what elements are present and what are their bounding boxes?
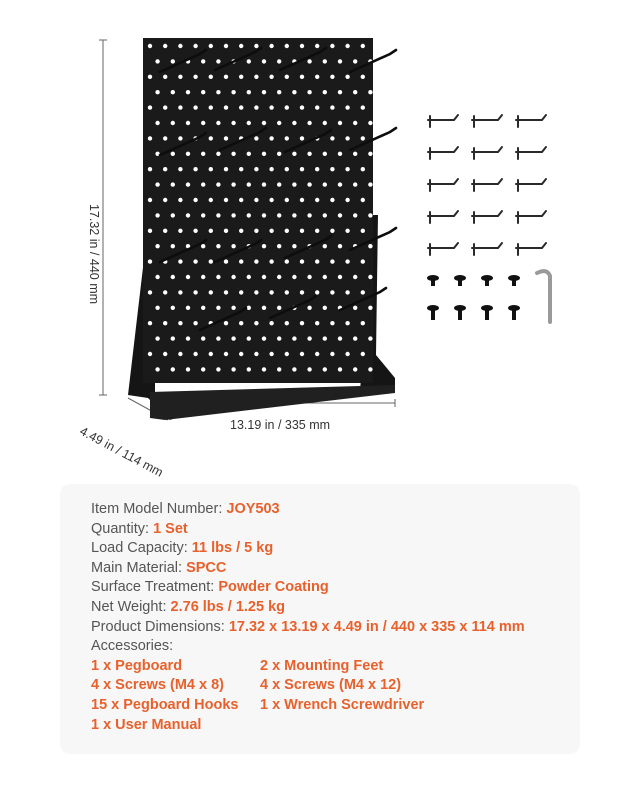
accessory-item: 1 x User Manual: [91, 716, 202, 733]
pegboard-hook-icon: [428, 211, 458, 223]
screws: [427, 275, 520, 320]
spec-value: 1 Set: [153, 520, 188, 537]
spec-row-model: [91, 500, 525, 520]
spec-row-surface-treatment: [91, 578, 525, 598]
screw-icon: [508, 305, 520, 320]
accessory-item: 1 x Pegboard: [91, 657, 183, 674]
spec-row-load-capacity: [91, 539, 525, 559]
spec-value: 17.32 x 13.19 x 4.49 in / 440 x 335 x 114 mm: [228, 618, 525, 635]
spec-label: Load Capacity:: [91, 540, 192, 557]
accessory-item: 4 x Screws (M4 x 12): [260, 677, 402, 694]
spec-label: Main Material:: [91, 559, 187, 576]
spec-value: 11 lbs / 5 kg: [191, 540, 274, 557]
spec-value: 2.76 lbs / 1.25 kg: [170, 598, 285, 615]
spec-label: Quantity:: [91, 520, 154, 537]
spec-label: Item Model Number:: [91, 501, 227, 517]
spec-label: Surface Treatment:: [91, 579, 219, 596]
spec-row-net-weight: [91, 598, 525, 618]
screw-icon: [427, 275, 439, 286]
loose-hooks: [428, 115, 546, 255]
pegboard-hook-icon: [516, 147, 546, 159]
pegboard-hook-icon: [472, 115, 502, 127]
accessory-item: 2 x Mounting Feet: [260, 657, 384, 674]
width-dimension-label: 13.19 in / 335 mm: [230, 418, 331, 432]
pegboard-hook-icon: [516, 211, 546, 223]
pegboard-hook-icon: [516, 179, 546, 191]
spec-label: Product Dimensions:: [91, 618, 229, 635]
screw-icon: [508, 275, 520, 286]
depth-dimension-label: 4.49 in / 114 mm: [77, 424, 166, 480]
pegboard-hook-icon: [516, 115, 546, 127]
pegboard-hook-icon: [472, 243, 502, 255]
accessory-item: 15 x Pegboard Hooks: [91, 696, 239, 713]
pegboard-hook-icon: [472, 179, 502, 191]
height-dimension-label: 17.32 in / 440 mm: [87, 203, 101, 305]
hex-wrench-icon: [537, 271, 550, 322]
spec-value: JOY503: [226, 501, 280, 517]
spec-value: Powder Coating: [218, 579, 329, 596]
screw-icon: [481, 275, 493, 286]
pegboard-hook-icon: [428, 179, 458, 191]
pegboard-hook-icon: [472, 211, 502, 223]
spec-list: [91, 500, 525, 735]
pegboard-hook-icon: [428, 147, 458, 159]
accessory-item: 1 x Wrench Screwdriver: [260, 696, 425, 713]
accessories-heading: Accessories:: [91, 638, 174, 655]
spec-row-dimensions: [91, 618, 525, 638]
pegboard-hook-icon: [472, 147, 502, 159]
screw-icon: [481, 305, 493, 320]
spec-row-quantity: [91, 520, 525, 540]
spec-value: SPCC: [186, 559, 227, 576]
pegboard-hook-icon: [516, 243, 546, 255]
pegboard-hook-icon: [428, 115, 458, 127]
pegboard-panel: [143, 38, 373, 383]
screw-icon: [454, 275, 466, 286]
accessories-list: [91, 657, 525, 735]
spec-row-material: [91, 559, 525, 579]
spec-label: Net Weight:: [91, 598, 171, 615]
spec-panel: [60, 484, 580, 754]
accessory-item: 4 x Screws (M4 x 8): [91, 677, 224, 694]
screw-icon: [427, 305, 439, 320]
screw-icon: [454, 305, 466, 320]
pegboard-hook-icon: [428, 243, 458, 255]
